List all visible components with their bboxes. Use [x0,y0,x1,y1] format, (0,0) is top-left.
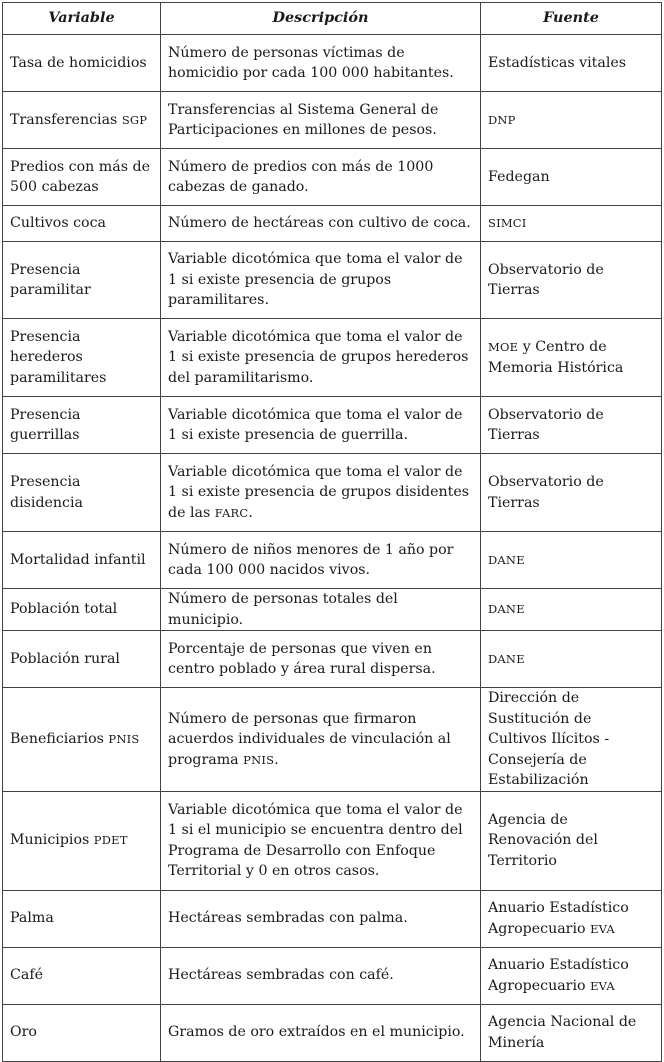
cell-descripcion: Número de personas totales del municipio. [161,589,481,631]
cell-fuente: Agencia de Renovación del Territorio [481,791,662,890]
cell-fuente: Agencia Nacional de Minería [481,1004,662,1061]
cell-descripcion: Número de predios con más de 1000 cabezas de ganado. [161,149,481,206]
table-row [3,206,662,242]
cell-fuente [481,532,662,589]
cell-variable [3,791,161,890]
cell-descripcion: Variable dicotómica que toma el valor de 1 si existe presencia de grupos paramilitares. [161,242,481,319]
cell-fuente: Estadísticas vitales [481,35,662,92]
cell-descripcion: Hectáreas sembradas con café. [161,947,481,1004]
cell-variable: Tasa de homicidios [3,35,161,92]
cell-fuente-acronym: EVA [590,921,615,936]
cell-variable: Presencia guerrillas [3,397,161,454]
table-row [3,149,662,206]
table-row [3,532,662,589]
cell-fuente: Observatorio de Tierras [481,242,662,319]
cell-descripcion-end: . [248,504,253,521]
cell-descripcion: Porcentaje de personas que viven en centro poblado y área rural dispersa. [161,631,481,688]
cell-variable-text: Transferencias [10,111,118,128]
cell-descripcion: Variable dicotómica que toma el valor de 1 si existe presencia de guerrilla. [161,397,481,454]
cell-variable: Población rural [3,631,161,688]
cell-variable: Presencia herederos paramilitares [3,319,161,397]
cell-descripcion [161,688,481,792]
cell-variable-acronym: SGP [121,112,148,127]
cell-descripcion-text: Número de personas que firmaron acuerdos individuales de vinculación al programa [168,710,451,768]
cell-descripcion: Gramos de oro extraídos en el municipio. [161,1004,481,1061]
table-row [3,631,662,688]
cell-fuente-text: Anuario Estadístico Agropecuario [488,957,629,994]
cell-fuente-acronym: DNP [488,112,516,127]
cell-descripcion: Variable dicotómica que toma el valor de 1 si el municipio se encuentra dentro del Programa de Desarrollo con Enfoque Territorial y 0 en otros casos. [161,791,481,890]
table-row [3,319,662,397]
table-row [3,890,662,947]
cell-descripcion-acronym: FARC [214,505,249,520]
cell-fuente: Observatorio de Tierras [481,397,662,454]
cell-fuente [481,631,662,688]
cell-fuente-acronym: EVA [590,978,615,993]
header-variable: Variable [3,3,161,35]
table-row [3,947,662,1004]
table-row [3,791,662,890]
cell-fuente [481,206,662,242]
cell-fuente [481,890,662,947]
cell-descripcion: Número de hectáreas con cultivo de coca. [161,206,481,242]
cell-fuente-text: Anuario Estadístico Agropecuario [488,900,629,937]
table-row [3,1004,662,1061]
cell-fuente-acronym: MOE [488,340,519,354]
cell-descripcion: Variable dicotómica que toma el valor de 1 si existe presencia de grupos herederos del paramilitarismo. [161,319,481,397]
header-fuente: Fuente [481,3,662,35]
cell-variable-text: Beneficiarios [10,731,104,747]
cell-fuente: Fedegan [481,149,662,206]
table-row [3,589,662,631]
cell-variable: Predios con más de 500 cabezas [3,149,161,206]
cell-variable-acronym: PNIS [108,732,140,746]
cell-variable-acronym: PDET [93,833,128,848]
cell-fuente [481,947,662,1004]
cell-variable: Presencia paramilitar [3,242,161,319]
cell-fuente-acronym: DANE [488,651,525,666]
cell-variable: Cultivos coca [3,206,161,242]
cell-fuente-acronym: DANE [488,552,525,567]
cell-variable [3,92,161,149]
cell-variable: Presencia disidencia [3,454,161,532]
cell-descripcion-text: Variable dicotómica que toma el valor de 1 si existe presencia de grupos disidentes de las [168,463,470,521]
header-descripcion: Descripción [161,3,481,35]
cell-fuente [481,92,662,149]
cell-descripcion: Número de niños menores de 1 año por cada 100 000 nacidos vivos. [161,532,481,589]
table-row [3,242,662,319]
table-row [3,688,662,792]
cell-descripcion [161,454,481,532]
cell-fuente [481,589,662,631]
cell-variable [3,688,161,792]
cell-fuente: Dirección de Sustitución de Cultivos Ilícitos - Consejería de Estabilización [481,688,662,792]
cell-fuente-acronym: DANE [488,602,525,617]
table-header-row [3,3,662,35]
table-row [3,397,662,454]
cell-descripcion: Hectáreas sembradas con palma. [161,890,481,947]
cell-descripcion: Transferencias al Sistema General de Participaciones en millones de pesos. [161,92,481,149]
cell-descripcion-end: . [274,751,279,768]
table-row [3,35,662,92]
table-row [3,92,662,149]
cell-descripcion-acronym: PNIS [243,752,275,767]
cell-variable: Café [3,947,161,1004]
cell-variable: Mortalidad infantil [3,532,161,589]
table-row [3,454,662,532]
cell-fuente: Observatorio de Tierras [481,454,662,532]
cell-fuente-text: y Centro de Memoria Histórica [488,339,624,376]
cell-variable: Población total [3,589,161,631]
cell-variable-text: Municipios [10,832,90,849]
variables-table [2,2,662,1062]
cell-variable: Palma [3,890,161,947]
cell-variable: Oro [3,1004,161,1061]
cell-descripcion: Número de personas víctimas de homicidio por cada 100 000 habitantes. [161,35,481,92]
cell-fuente-acronym: SIMCI [488,216,527,231]
cell-fuente [481,319,662,397]
